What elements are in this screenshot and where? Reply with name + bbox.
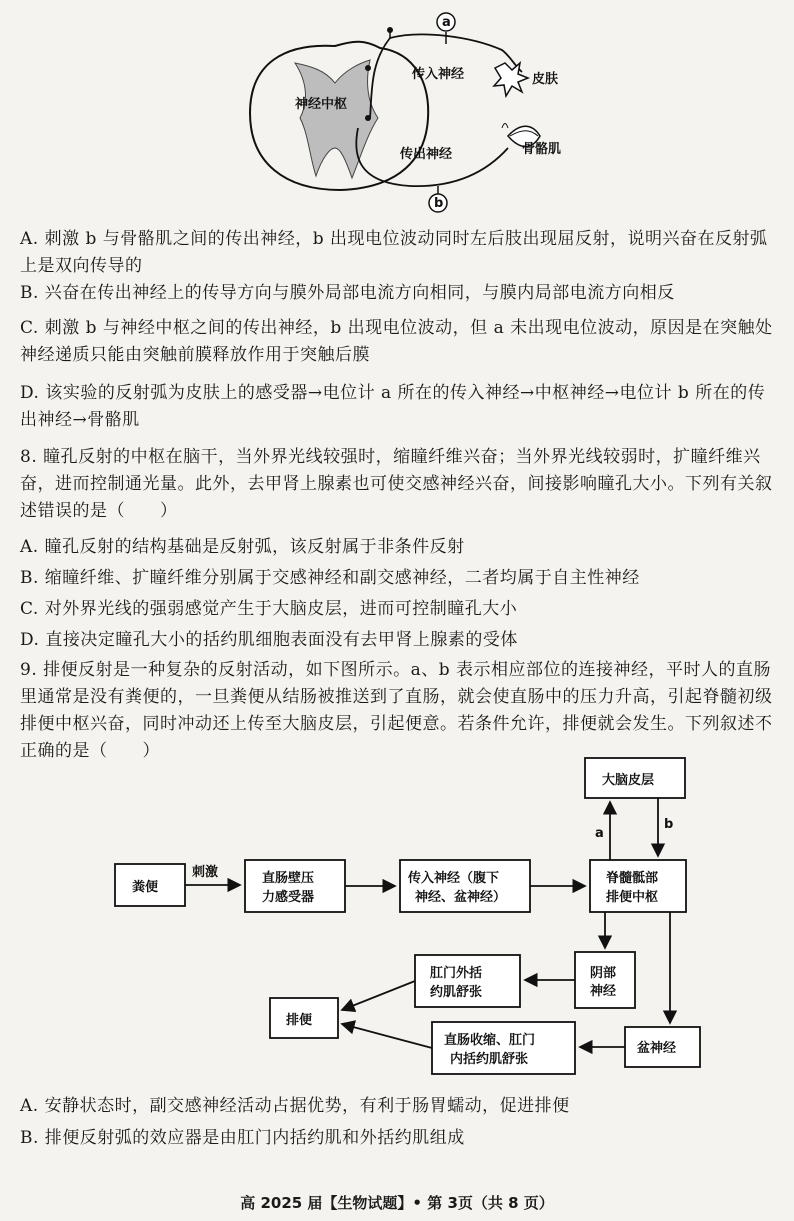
q7-option-d: D. 该实验的反射弧为皮肤上的感受器→电位计 a 所在的传入神经→中枢神经→电位计 b 所在的传出神经→骨骼肌 [20, 383, 766, 430]
svg-text:盆神经: 盆神经 [637, 1041, 677, 1056]
q8-option-a: A. 瞳孔反射的结构基础是反射弧，该反射属于非条件反射 [20, 537, 465, 557]
q9-option-b: B. 排便反射弧的效应器是由肛门内括约肌和外括约肌组成 [20, 1128, 465, 1148]
page-footer: 高 2025 届【生物试题】• 第 3页（共 8 页） [240, 1194, 554, 1212]
svg-text:传入神经: 传入神经 [412, 67, 465, 82]
synapse-dot-2 [365, 115, 371, 121]
q7-option-c: C. 刺激 b 与神经中枢之间的传出神经，b 出现电位波动，但 a 未出现电位波动，原因是在突触处神经递质只能由突触前膜释放作用于突触后膜 [20, 318, 773, 365]
q7-option-a: A. 刺激 b 与骨骼肌之间的传出神经，b 出现电位波动同时左后肢出现屈反射，说明兴奋在反射弧上是双向传导的 [20, 229, 768, 276]
svg-text:约肌舒张: 约肌舒张 [430, 985, 483, 1000]
svg-text:大脑皮层: 大脑皮层 [602, 773, 655, 788]
q8-option-b: B. 缩瞳纤维、扩瞳纤维分别属于交感神经和副交感神经，二者均属于自主性神经 [20, 568, 640, 588]
svg-text:内括约肌舒张: 内括约肌舒张 [450, 1052, 529, 1067]
svg-text:直肠收缩、肛门: 直肠收缩、肛门 [444, 1033, 536, 1048]
q9-stem: 9. 排便反射是一种复杂的反射活动，如下图所示。a、b 表示相应部位的连接神经，平时人的直肠里通常是没有粪便的，一旦粪便从结肠被推送到了直肠，就会使直肠中的压力升高，引起脊髓初级排便中枢兴奋，同时冲动还上传至大脑皮层，引起便意。若条件允许，排便就会发生。下列叙述不正确的是（ ） [20, 660, 773, 761]
svg-text:神经、盆神经）: 神经、盆神经） [415, 890, 507, 905]
q8-option-d: D. 直接决定瞳孔大小的括约肌细胞表面没有去甲肾上腺素的受体 [20, 630, 518, 650]
defecation-reflex-diagram [110, 752, 710, 1087]
svg-text:a: a [595, 826, 604, 841]
center-label: 神经中枢 [295, 97, 348, 112]
svg-text:b: b [434, 196, 444, 211]
svg-text:传出神经: 传出神经 [400, 147, 453, 162]
svg-text:神经: 神经 [590, 984, 617, 999]
svg-text:阴部: 阴部 [590, 966, 617, 981]
svg-text:肛门外括: 肛门外括 [430, 966, 483, 981]
q8-option-c: C. 对外界光线的强弱感觉产生于大脑皮层，进而可控制瞳孔大小 [20, 599, 518, 619]
svg-text:脊髓骶部: 脊髓骶部 [606, 871, 659, 886]
svg-text:直肠壁压: 直肠壁压 [262, 871, 315, 886]
svg-text:b: b [664, 817, 674, 832]
q8-stem: 8. 瞳孔反射的中枢在脑干，当外界光线较强时，缩瞳纤维兴奋；当外界光线较弱时，扩瞳纤维兴奋，进而控制通光量。此外，去甲肾上腺素也可使交感神经兴奋，间接影响瞳孔大小。下列有关叙述错误的是（ ） [20, 447, 773, 521]
q9-option-a: A. 安静状态时，副交感神经活动占据优势，有利于肠胃蠕动，促进排便 [20, 1096, 570, 1116]
svg-text:排便: 排便 [286, 1013, 313, 1028]
reflex-arc-figure [240, 8, 580, 218]
svg-text:力感受器: 力感受器 [262, 890, 315, 905]
svg-text:骨骼肌: 骨骼肌 [522, 142, 562, 157]
q7-option-b: B. 兴奋在传出神经上的传导方向与膜外局部电流方向相同，与膜内局部电流方向相反 [20, 283, 675, 303]
svg-text:皮肤: 皮肤 [532, 72, 559, 87]
svg-text:粪便: 粪便 [132, 880, 159, 895]
svg-text:刺激: 刺激 [192, 865, 219, 880]
synapse-dot-1 [365, 65, 371, 71]
svg-text:a: a [442, 15, 451, 30]
svg-text:排便中枢: 排便中枢 [606, 890, 659, 905]
svg-text:传入神经（腹下: 传入神经（腹下 [408, 871, 500, 886]
skin-receptor-icon [494, 63, 528, 96]
